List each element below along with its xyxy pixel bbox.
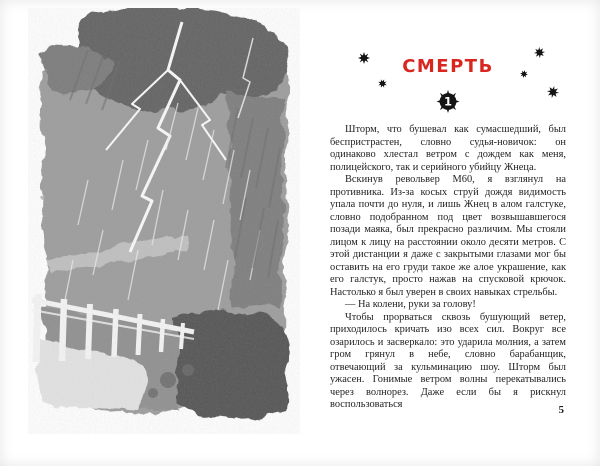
- bullet-hole-icon: [358, 52, 370, 64]
- chapter-number: 1: [443, 94, 453, 109]
- bullet-hole-icon: [545, 84, 562, 101]
- page-number: 5: [558, 404, 564, 416]
- chapter-text: [330, 124, 566, 412]
- storm-illustration: [28, 8, 300, 434]
- chapter-number-badge: [437, 90, 460, 113]
- grain-texture: [28, 8, 300, 434]
- storm-illustration-graphic: [28, 8, 300, 434]
- bullet-hole-icon: [519, 69, 528, 78]
- paragraph-2: Вскинув револьвер М60, я взглянул на противника. Из-за косых струй дождя видимость упала почти до нуля, и лишь Жнец в алом галстуке, словно подобранном под цвет возвышавшегося позади маяка, был прекрасно различим. Мы стояли лицом к лицу на расстоянии около десяти метров. С этой дистанции я даже с закрытыми глазами мог бы оставить на его груди такое же алое украшение, как его галстук, просто нажав на спусковой крючок. Настолько я был уверен в своих навыках стрельбы.: [330, 174, 566, 298]
- paragraph-dialogue: — На колени, руки за голову!: [345, 299, 476, 310]
- chapter-header: [330, 46, 566, 124]
- bullet-hole-icon: [377, 78, 389, 90]
- paragraph-1: Шторм, что бушевал как сумасшедший, был беспристрастен, словно судья-новичок: он одинаково хлестал ветром с дождем как меня, полицейского, так и серийного убийцу Жнеца.: [330, 124, 566, 173]
- chapter-title: СМЕРТЬ: [402, 56, 494, 77]
- paragraph-3: Чтобы прорваться сквозь бушующий ветер, приходилось кричать изо всех сил. Вокруг все озарилось и засверкало: это ударила молния, а затем гром грянул в небе, словно барабанщик, отвечающий за кульминацию шоу. Шторм был ужасен. Гонимые ветром волны перекатывались через волнорез. Даже если бы я рискнул воспользоваться: [330, 311, 566, 410]
- text-column: [330, 46, 566, 412]
